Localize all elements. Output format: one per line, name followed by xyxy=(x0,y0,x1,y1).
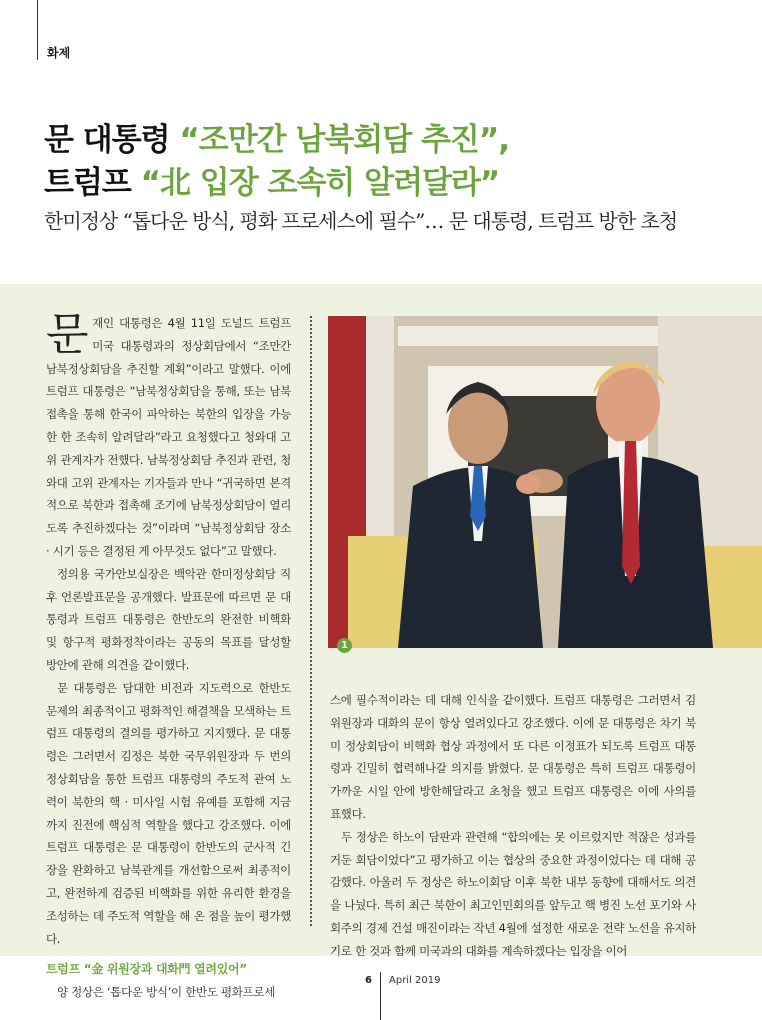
article-paragraph-6: 두 정상은 하노이 담판과 관련해 “합의에는 못 이르렀지만 적잖은 성과를 거둔 회담이었다”고 평가하고 이는 협상의 중요한 과정이었다는 데 대해 공감했다. 아울러 두 정상은 하노이회담 이후 북한 내부 동향에 대해서도 의견을 나눴다. 특히 최근 북한이 최고인민회의를 앞두고 핵 병진 노선 포기와 사회주의 경제 건설 매진이라는 작년 4월에 설정한 새로운 전략 노선을 유지하기로 한 것과 함께 미국과의 대화를 계속하겠다는 입장을 이어 xyxy=(330,829,696,958)
headline-line-1 xyxy=(44,119,744,162)
headline-line-2-pre: 트럼프 xyxy=(44,165,141,201)
headline-line-2 xyxy=(44,162,744,205)
article-paragraph-2: 정의용 국가안보실장은 백악관 한미정상회담 직후 언론발표문을 공개했다. 발표문에 따르면 문 대통령과 트럼프 대통령은 한반도의 완전한 비핵화 및 항구적 평화정착이라는 공동의 목표를 달성할 방안에 관해 의견을 같이했다. xyxy=(46,566,291,672)
column-divider xyxy=(310,316,312,926)
summit-photo-illustration xyxy=(328,316,762,648)
dropcap: 문 xyxy=(46,309,89,360)
section-tag: 화제 xyxy=(47,46,71,60)
headline-line-1-quote: “조만간 남북회담 추진”, xyxy=(179,122,509,158)
article-paragraph-1 xyxy=(46,309,291,563)
headline-line-2-quote: “北 입장 조속히 알려달라” xyxy=(140,165,500,201)
footer-rule xyxy=(380,972,381,1020)
top-rule xyxy=(37,0,38,60)
issue-date: April 2019 xyxy=(389,975,441,986)
subsection-heading: 트럼프 “金 위원장과 대화門 열려있어” xyxy=(46,962,247,977)
page-number: 6 xyxy=(365,975,372,986)
headline-line-1-pre: 문 대통령 xyxy=(44,122,180,158)
article-paragraph-3: 문 대통령은 담대한 비전과 지도력으로 한반도 문제의 최종적이고 평화적인 해결책을 모색하는 트럼프 대통령의 결의를 평가하고 지지했다. 문 대통령은 그러면서 김정은 북한 국무위원장과 두 번의 정상회담을 통한 트럼프 대통령의 주도적 관여 노력이 북한의 핵 · 미사일 시험 유예를 포함해 지금까지 진전에 핵심적 역할을 했다고 강조했다. 이에 트럼프 대통령은 문 대통령이 한반도의 군사적 긴장을 완화하고 남북관계를 개선함으로써 최종적이고, 완전하게 검증된 비핵화를 위한 유리한 환경을 조성하는 데 주도적 역할을 해 온 점을 높이 평가했다. xyxy=(46,680,291,946)
headline xyxy=(44,119,744,205)
subheadline: 한미정상 “톱다운 방식, 평화 프로세스에 필수”… 문 대통령, 트럼프 방한 초청 xyxy=(44,209,678,233)
article-paragraph-4: 양 정상은 ‘톱다운 방식’이 한반도 평화프로세 xyxy=(57,985,276,1000)
article-column-left xyxy=(46,309,291,1004)
article-column-right xyxy=(330,689,696,963)
summit-photo xyxy=(328,316,762,648)
photo-number-badge: 1 xyxy=(337,638,352,653)
article-paragraph-1-text: 재인 대통령은 4월 11일 도널드 트럼프 미국 대통령과의 정상회담에서 “조만간 남북정상회담을 추진할 계획”이라고 말했다. 이에 트럼프 대통령은 “남북정상회담을 통해, 또는 남북접촉을 통해 한국이 파악하는 북한의 입장을 가능한 한 조속히 알려달라”라고 요청했다고 청와대 고위 관계자가 전했다. 남북정상회담 추진과 관련, 청와대 고위 관계자는 기자들과 만나 “귀국하면 본격적으로 북한과 접촉해 조기에 남북정상회담이 열리도록 추진하겠다는 것”이라며 “남북정상회담 장소 · 시기 등은 결정된 게 아무것도 없다”고 말했다. xyxy=(46,316,291,558)
article-paragraph-5: 스에 필수적이라는 데 대해 인식을 같이했다. 트럼프 대통령은 그러면서 김 위원장과 대화의 문이 항상 열려있다고 강조했다. 이에 문 대통령은 차기 북미 정상회담이 비핵화 협상 과정에서 또 다른 이정표가 되도록 트럼프 대통령과 긴밀히 협력해나갈 의지를 밝혔다. 문 대통령은 특히 트럼프 대통령이 가까운 시일 안에 방한해달라고 초청을 했고 트럼프 대통령은 이에 사의를 표했다. xyxy=(330,693,696,821)
